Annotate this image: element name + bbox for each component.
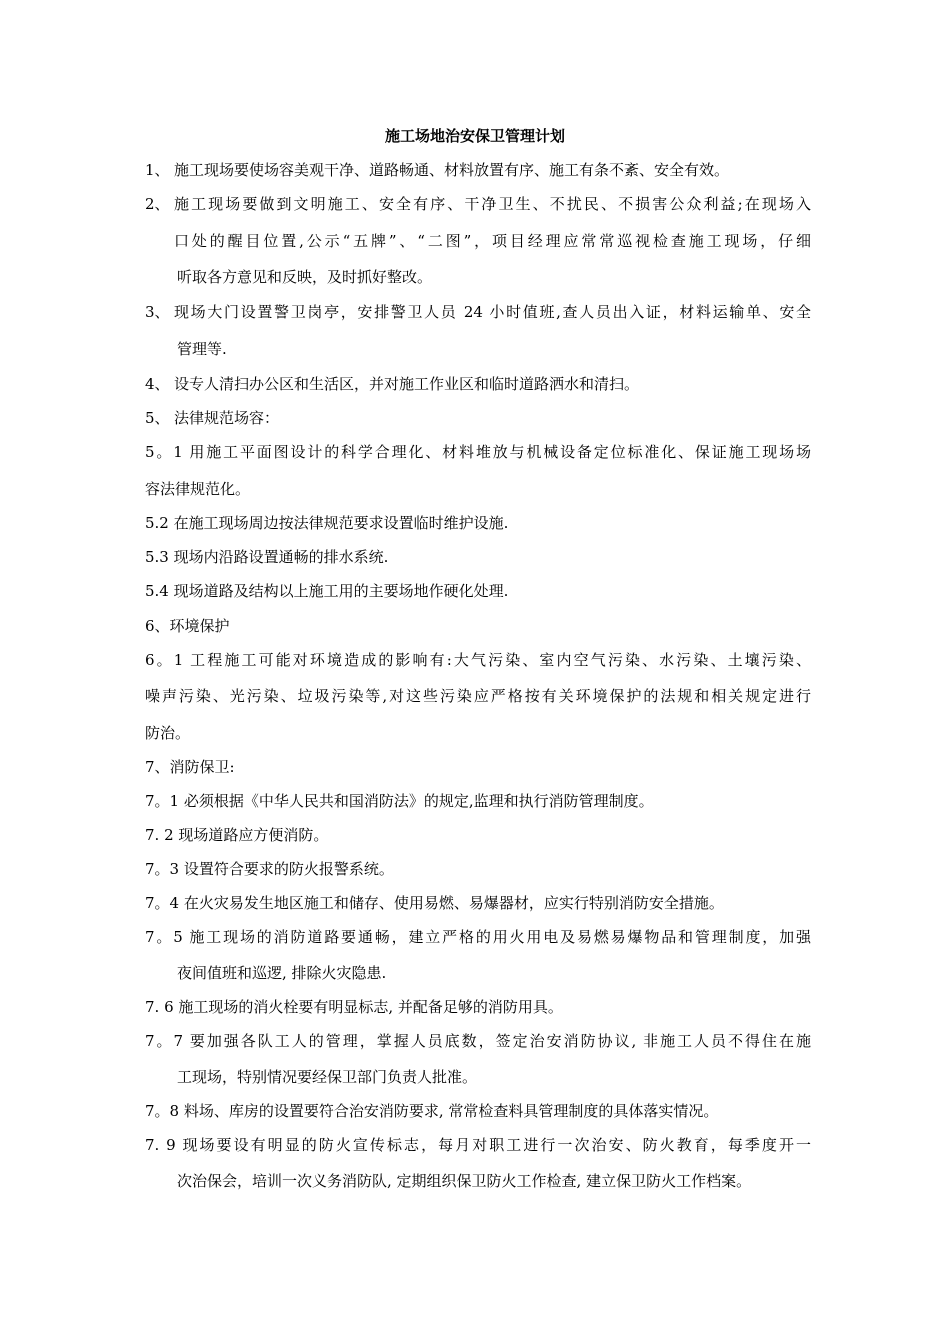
list-item-2-cont: 听取各方意见和反映，及时抓好整改。 — [177, 268, 433, 286]
item-text: 法律规范场容： — [174, 409, 280, 427]
paragraph-7-1: 7。1 必须根据《中华人民共和国消防法》的规定,监理和执行消防管理制度。 — [145, 792, 654, 810]
item-number: 4、 — [145, 375, 170, 393]
paragraph-7-8: 7。8 料场、库房的设置要符合治安消防要求, 常常检查料具管理制度的具体落实情况。 — [145, 1102, 719, 1120]
list-item-3-cont: 管理等. — [177, 340, 227, 358]
paragraph-6-1-cont: 噪声污染、光污染、垃圾污染等,对这些污染应严格按有关环境保护的法规和相关规定进行 — [145, 687, 811, 705]
section-7-heading: 7、消防保卫: — [145, 758, 235, 776]
paragraph-5-1: 5。1 用施工平面图设计的科学合理化、材料堆放与机械设备定位标准化、保证施工现场场 — [145, 443, 811, 461]
item-number: 3、 — [145, 303, 170, 321]
document-title: 施工场地治安保卫管理计划 — [384, 127, 565, 145]
paragraph-7-7: 7。7 要加强各队工人的管理，掌握人员底数，签定治安消防协议, 非施工人员不得住在施 — [145, 1032, 811, 1050]
paragraph-5-1-cont: 容法律规范化。 — [145, 480, 251, 498]
item-number: 5、 — [145, 409, 170, 427]
item-text: 施工现场要做到文明施工、安全有序、干净卫生、不扰民、不损害公众利益;在现场入 — [174, 195, 811, 213]
paragraph-7-3: 7。3 设置符合要求的防火报警系统。 — [145, 860, 394, 878]
paragraph-7-5-cont: 夜间值班和巡逻, 排除火灾隐患. — [177, 964, 387, 982]
section-6-heading: 6、环境保护 — [145, 617, 230, 635]
paragraph-6-1-cont: 防治。 — [145, 724, 191, 742]
paragraph-5-3: 5.3 现场内沿路设置通畅的排水系统. — [145, 548, 389, 566]
paragraph-5-4: 5.4 现场道路及结构以上施工用的主要场地作硬化处理. — [145, 582, 509, 600]
item-text: 设专人清扫办公区和生活区，并对施工作业区和临时道路洒水和清扫。 — [174, 375, 640, 393]
paragraph-7-9-cont: 次治保会，培训一次义务消防队, 定期组织保卫防火工作检查, 建立保卫防火工作档案。 — [177, 1172, 752, 1190]
paragraph-7-4: 7。4 在火灾易发生地区施工和储存、使用易燃、易爆器材，应实行特别消防安全措施。 — [145, 894, 724, 912]
paragraph-6-1: 6。1 工程施工可能对环境造成的影响有:大气污染、室内空气污染、水污染、土壤污染、 — [145, 651, 811, 669]
paragraph-7-2: 7. 2 现场道路应方便消防。 — [145, 826, 329, 844]
item-text: 口处的醒目位置,公示“五牌”、“二图”，项目经理应常常巡视检查施工现场，仔细 — [174, 232, 811, 250]
item-text: 现场大门设置警卫岗亭，安排警卫人员 24 小时值班,查人员出入证，材料运输单、安全 — [174, 303, 811, 321]
item-text: 施工现场要使场容美观干净、道路畅通、材料放置有序、施工有条不紊、安全有效。 — [174, 161, 730, 179]
paragraph-7-7-cont: 工现场，特别情况要经保卫部门负责人批准。 — [177, 1068, 478, 1086]
item-number: 1、 — [145, 161, 170, 179]
paragraph-7-6: 7. 6 施工现场的消火栓要有明显标志, 并配备足够的消防用具。 — [145, 998, 563, 1016]
paragraph-5-2: 5.2 在施工现场周边按法律规范要求设置临时维护设施. — [145, 514, 509, 532]
item-number: 2、 — [145, 195, 170, 213]
paragraph-7-5: 7。5 施工现场的消防道路要通畅，建立严格的用火用电及易燃易爆物品和管理制度，加强 — [145, 928, 811, 946]
paragraph-7-9: 7. 9 现场要设有明显的防火宣传标志，每月对职工进行一次治安、防火教育，每季度开一 — [145, 1136, 811, 1154]
